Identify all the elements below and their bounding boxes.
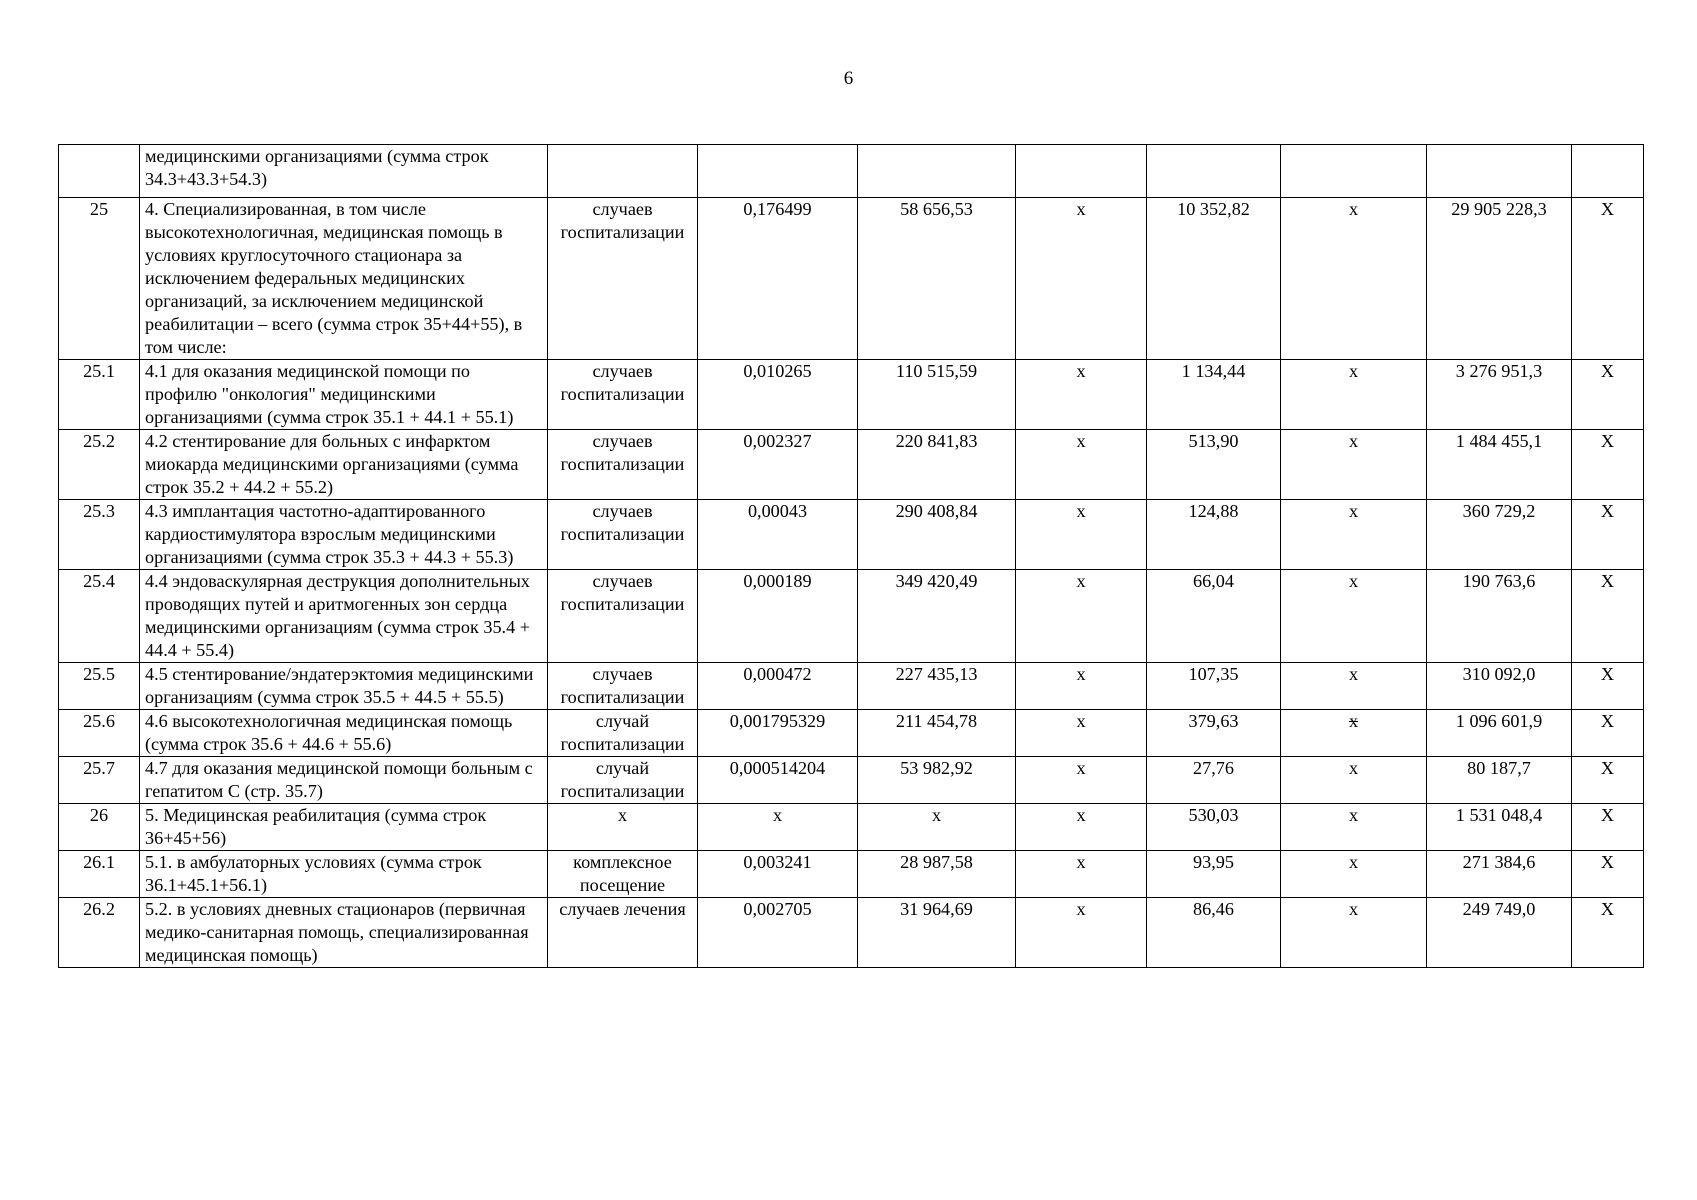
row-col10: Х	[1572, 710, 1644, 757]
row-unit: случаев госпитализации	[548, 360, 698, 430]
row-volume-norm: 0,010265	[698, 360, 858, 430]
row-per-capita: 107,35	[1147, 663, 1281, 710]
row-cost-norm: 290 408,84	[858, 500, 1016, 570]
row-volume-norm: 0,000514204	[698, 757, 858, 804]
row-description: 5. Медицинская реабилитация (сумма строк 36+45+56)	[140, 804, 548, 851]
row-description: 4.2 стентирование для больных с инфарктом миокарда медицинскими организациями (сумма строк 35.2 + 44.2 + 55.2)	[140, 430, 548, 500]
row-volume-norm	[698, 145, 858, 198]
table-row	[59, 145, 1644, 198]
table-row	[59, 430, 1644, 500]
row-col6: х	[1016, 898, 1147, 968]
row-col6: х	[1016, 710, 1147, 757]
row-per-capita: 27,76	[1147, 757, 1281, 804]
row-description: 4. Специализированная, в том числе высокотехнологичная, медицинская помощь в условиях круглосуточного стационара за исключением федеральных медицинских организаций, за исключением медицинской реабилитации – всего (сумма строк 35+44+55), в том числе:	[140, 198, 548, 360]
row-number: 25.3	[59, 500, 140, 570]
row-col10: Х	[1572, 360, 1644, 430]
table-row	[59, 898, 1644, 968]
row-total: 1 531 048,4	[1427, 804, 1572, 851]
row-col8: х	[1281, 360, 1427, 430]
table-row	[59, 570, 1644, 663]
row-col10: Х	[1572, 804, 1644, 851]
row-cost-norm: 53 982,92	[858, 757, 1016, 804]
row-cost-norm: 58 656,53	[858, 198, 1016, 360]
row-col10	[1572, 145, 1644, 198]
row-col10: Х	[1572, 198, 1644, 360]
row-cost-norm: 31 964,69	[858, 898, 1016, 968]
row-per-capita: 10 352,82	[1147, 198, 1281, 360]
row-col10: Х	[1572, 570, 1644, 663]
row-per-capita: 93,95	[1147, 851, 1281, 898]
row-volume-norm: 0,002327	[698, 430, 858, 500]
row-col6: х	[1016, 198, 1147, 360]
table-row	[59, 757, 1644, 804]
table-row	[59, 663, 1644, 710]
row-cost-norm: 110 515,59	[858, 360, 1016, 430]
row-col8	[1281, 145, 1427, 198]
row-number: 26	[59, 804, 140, 851]
row-total: 1 484 455,1	[1427, 430, 1572, 500]
row-description: 4.3 имплантация частотно-адаптированного кардиостимулятора взрослым медицинскими организациями (сумма строк 35.3 + 44.3 + 55.3)	[140, 500, 548, 570]
row-total: 3 276 951,3	[1427, 360, 1572, 430]
row-col6: х	[1016, 804, 1147, 851]
row-description: 4.7 для оказания медицинской помощи больным с гепатитом С (стр. 35.7)	[140, 757, 548, 804]
row-total: 1 096 601,9	[1427, 710, 1572, 757]
row-description: 4.1 для оказания медицинской помощи по профилю "онкология" медицинскими организациями (сумма строк 35.1 + 44.1 + 55.1)	[140, 360, 548, 430]
row-description: 5.1. в амбулаторных условиях (сумма строк 36.1+45.1+56.1)	[140, 851, 548, 898]
row-per-capita: 530,03	[1147, 804, 1281, 851]
row-description: медицинскими организациями (сумма строк 34.3+43.3+54.3)	[140, 145, 548, 198]
row-number: 25	[59, 198, 140, 360]
row-volume-norm: 0,000189	[698, 570, 858, 663]
row-cost-norm: 220 841,83	[858, 430, 1016, 500]
row-volume-norm: 0,176499	[698, 198, 858, 360]
row-unit: случаев госпитализации	[548, 198, 698, 360]
row-number: 26.2	[59, 898, 140, 968]
row-col10: Х	[1572, 851, 1644, 898]
row-col6: х	[1016, 663, 1147, 710]
row-total: 249 749,0	[1427, 898, 1572, 968]
table-row	[59, 851, 1644, 898]
row-per-capita: 513,90	[1147, 430, 1281, 500]
row-total	[1427, 145, 1572, 198]
row-unit: случаев лечения	[548, 898, 698, 968]
row-unit: комплексное посещение	[548, 851, 698, 898]
page-number: 6	[843, 68, 854, 89]
row-col8: х	[1281, 757, 1427, 804]
row-unit: случаев госпитализации	[548, 500, 698, 570]
row-unit: случай госпитализации	[548, 710, 698, 757]
row-volume-norm: 0,00043	[698, 500, 858, 570]
row-col6: х	[1016, 430, 1147, 500]
table-row	[59, 500, 1644, 570]
row-per-capita: 1 134,44	[1147, 360, 1281, 430]
row-col10: Х	[1572, 663, 1644, 710]
row-col6	[1016, 145, 1147, 198]
table-row	[59, 198, 1644, 360]
row-volume-norm: 0,002705	[698, 898, 858, 968]
row-per-capita: 66,04	[1147, 570, 1281, 663]
row-col6: х	[1016, 500, 1147, 570]
row-col6: х	[1016, 757, 1147, 804]
row-cost-norm: 28 987,58	[858, 851, 1016, 898]
row-per-capita: 124,88	[1147, 500, 1281, 570]
row-description: 4.6 высокотехнологичная медицинская помощь (сумма строк 35.6 + 44.6 + 55.6)	[140, 710, 548, 757]
row-per-capita: 86,46	[1147, 898, 1281, 968]
table-row	[59, 710, 1644, 757]
table-row	[59, 360, 1644, 430]
row-col8-struck: х	[1281, 710, 1427, 757]
row-unit: х	[548, 804, 698, 851]
row-number: 25.2	[59, 430, 140, 500]
row-col8: х	[1281, 898, 1427, 968]
row-total: 310 092,0	[1427, 663, 1572, 710]
row-col10: Х	[1572, 500, 1644, 570]
row-description: 5.2. в условиях дневных стационаров (первичная медико-санитарная помощь, специализированная медицинская помощь)	[140, 898, 548, 968]
row-col10: Х	[1572, 898, 1644, 968]
row-col10: Х	[1572, 430, 1644, 500]
row-number: 25.5	[59, 663, 140, 710]
row-total: 29 905 228,3	[1427, 198, 1572, 360]
row-col8: х	[1281, 804, 1427, 851]
row-total: 360 729,2	[1427, 500, 1572, 570]
row-description: 4.4 эндоваскулярная деструкция дополнительных проводящих путей и аритмогенных зон сердца медицинскими организациям (сумма строк 35.4 + 44.4 + 55.4)	[140, 570, 548, 663]
row-description: 4.5 стентирование/эндатерэктомия медицинскими организациям (сумма строк 35.5 + 44.5 + 55.5)	[140, 663, 548, 710]
row-col6: х	[1016, 570, 1147, 663]
row-col8: х	[1281, 198, 1427, 360]
row-number: 26.1	[59, 851, 140, 898]
row-cost-norm: 349 420,49	[858, 570, 1016, 663]
row-col10: Х	[1572, 757, 1644, 804]
row-total: 190 763,6	[1427, 570, 1572, 663]
row-col8: х	[1281, 500, 1427, 570]
row-per-capita	[1147, 145, 1281, 198]
row-per-capita: 379,63	[1147, 710, 1281, 757]
row-col6: х	[1016, 851, 1147, 898]
table-row	[59, 804, 1644, 851]
row-volume-norm: 0,000472	[698, 663, 858, 710]
row-cost-norm: 227 435,13	[858, 663, 1016, 710]
row-volume-norm: 0,001795329	[698, 710, 858, 757]
row-col8: х	[1281, 663, 1427, 710]
row-col8: х	[1281, 430, 1427, 500]
row-unit: случаев госпитализации	[548, 430, 698, 500]
row-volume-norm: 0,003241	[698, 851, 858, 898]
row-total: 80 187,7	[1427, 757, 1572, 804]
row-unit: случай госпитализации	[548, 757, 698, 804]
row-unit: случаев госпитализации	[548, 663, 698, 710]
row-cost-norm	[858, 145, 1016, 198]
row-unit: случаев госпитализации	[548, 570, 698, 663]
row-col6: х	[1016, 360, 1147, 430]
row-total: 271 384,6	[1427, 851, 1572, 898]
row-cost-norm: х	[858, 804, 1016, 851]
row-number: 25.6	[59, 710, 140, 757]
row-unit	[548, 145, 698, 198]
row-number: 25.7	[59, 757, 140, 804]
row-volume-norm: х	[698, 804, 858, 851]
financial-table	[58, 144, 1644, 968]
row-number	[59, 145, 140, 198]
row-col8: х	[1281, 851, 1427, 898]
row-cost-norm: 211 454,78	[858, 710, 1016, 757]
row-number: 25.1	[59, 360, 140, 430]
row-col8: х	[1281, 570, 1427, 663]
row-number: 25.4	[59, 570, 140, 663]
